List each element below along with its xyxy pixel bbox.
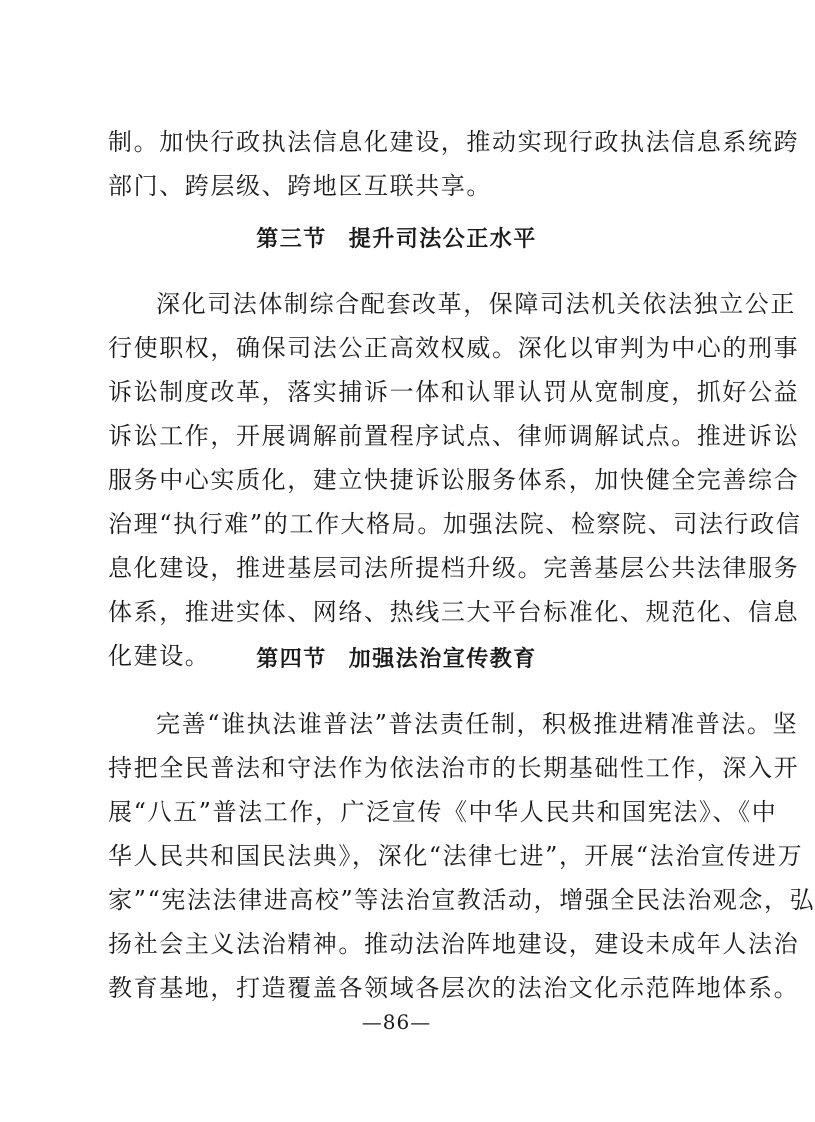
paragraph-line: 诉讼制度改革，落实捕诉一体和认罪认罚从宽制度，抓好公益 bbox=[108, 378, 800, 406]
section-4-paragraph bbox=[108, 702, 815, 1010]
paragraph-line: 教育基地，打造覆盖各领域各层次的法治文化示范阵地体系。 bbox=[108, 974, 800, 1002]
section-title: 提升司法公正水平 bbox=[348, 227, 537, 252]
section-3-paragraph bbox=[108, 282, 802, 678]
section-title: 加强法治宣传教育 bbox=[348, 647, 537, 672]
paragraph-line: 华人民共和国民法典》，深化“法律七进”，开展“法治宣传进万 bbox=[108, 842, 804, 870]
paragraph-line: 扬社会主义法治精神。推动法治阵地建设，建设未成年人法治 bbox=[108, 930, 800, 958]
paragraph-line: 化建设。 bbox=[108, 642, 211, 670]
paragraph-line: 行使职权，确保司法公正高效权威。深化以审判为中心的刑事 bbox=[108, 334, 800, 362]
paragraph-line: 部门、跨层级、跨地区互联共享。 bbox=[108, 172, 492, 200]
section-number: 第四节 bbox=[256, 647, 327, 672]
paragraph-line: 完善“谁执法谁普法”普法责任制，积极推进精准普法。坚 bbox=[156, 710, 799, 738]
intro-paragraph bbox=[108, 120, 800, 208]
paragraph-line: 持把全民普法和守法作为依法治市的长期基础性工作，深入开 bbox=[108, 754, 800, 782]
paragraph-line: 家”“宪法法律进高校”等法治宣教活动，增强全民法治观念，弘 bbox=[108, 886, 815, 914]
section-number: 第三节 bbox=[256, 227, 327, 252]
section-heading-4 bbox=[0, 640, 793, 680]
page-number: —86— bbox=[361, 1010, 432, 1034]
paragraph-line: 息化建设，推进基层司法所提档升级。完善基层公共法律服务 bbox=[108, 554, 800, 582]
paragraph-line: 制。加快行政执法信息化建设，推动实现行政执法信息系统跨 bbox=[108, 128, 800, 156]
paragraph-line: 体系，推进实体、网络、热线三大平台标准化、规范化、信息 bbox=[108, 598, 800, 626]
paragraph-line: 诉讼工作，开展调解前置程序试点、律师调解试点。推进诉讼 bbox=[108, 422, 800, 450]
paragraph-line: 服务中心实质化，建立快捷诉讼服务体系，加快健全完善综合 bbox=[108, 466, 800, 494]
paragraph-line: 治理“执行难”的工作大格局。加强法院、检察院、司法行政信 bbox=[108, 510, 802, 538]
paragraph-line: 深化司法体制综合配套改革，保障司法机关依法独立公正 bbox=[156, 290, 796, 318]
section-heading-3 bbox=[0, 220, 793, 260]
paragraph-line: 展“八五”普法工作，广泛宣传《中华人民共和国宪法》、《中 bbox=[108, 798, 778, 826]
